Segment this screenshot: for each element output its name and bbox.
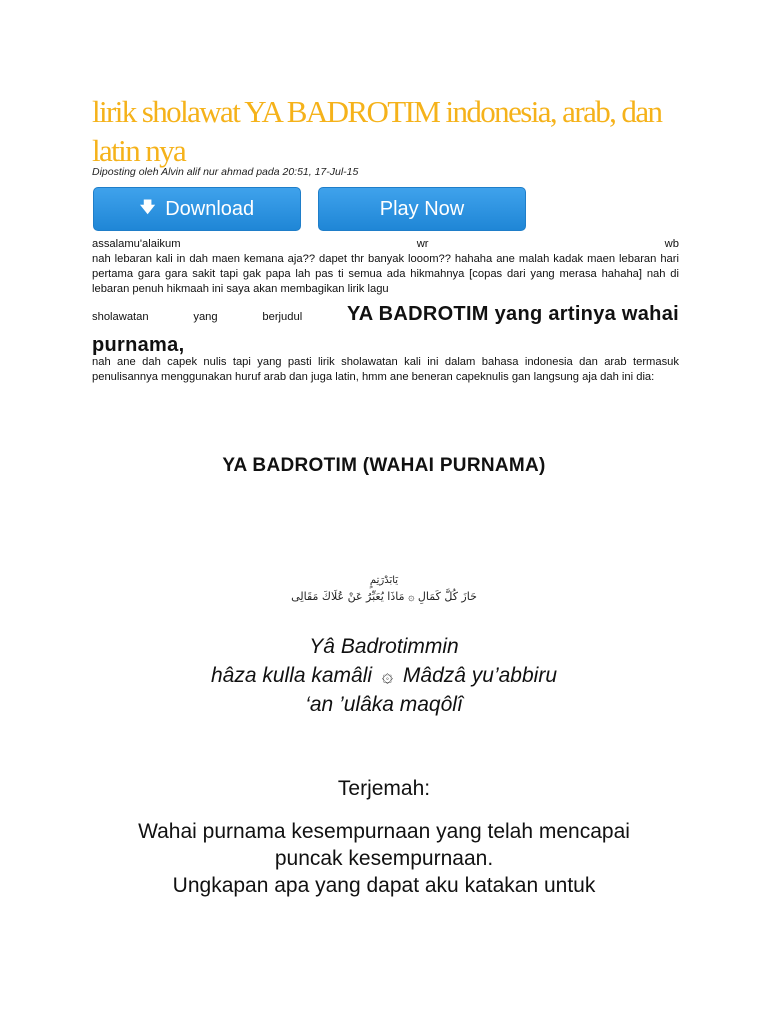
download-button-label: Download — [165, 197, 255, 220]
separator-flower-icon: ۞ — [381, 666, 394, 687]
greeting-part: wb — [664, 238, 679, 250]
latin-line-3: ‘an ’ulâka maqôlî — [305, 693, 463, 716]
translation-label: Terjemah: — [337, 777, 431, 800]
intro-paragraph: nah lebaran kali in dah maen kemana aja?? dapet thr banyak looom?? hahaha ane malah kadak maen lebaran hari pertama gara gara sakit tapi gak papa lah pas ti semua ada hikmahnya [copas dari yang merasa hahaha] nah di lebaran penuh hikmaah ini saya akan membagikan lirik lagu — [92, 253, 679, 295]
greeting-part: assalamu'alaikum — [92, 238, 181, 250]
post-title: lirik sholawat YA BADROTIM indonesia, arab, dan latin nya — [92, 94, 662, 168]
body-paragraph: nah ane dah capek nulis tapi yang pasti lirik sholawatan kali ini dalam bahasa indonesia dan arab termasuk penulisannya menggunakan huruf arab dan juga latin, hmm ane beneran capeknulis gan langsung aja dah ini dia: — [92, 356, 679, 383]
song-heading: YA BADROTIM (WAHAI PURNAMA) — [222, 455, 546, 476]
translation-block — [0, 818, 768, 899]
highlight-text-cont: purnama, — [92, 334, 185, 356]
latin-line-2 — [0, 664, 768, 688]
lead-word: sholawatan — [92, 311, 149, 323]
lead-word: yang — [193, 311, 218, 323]
translation-line: puncak kesempurnaan. — [274, 847, 494, 870]
post-byline: Diposting oleh Alvin alif nur ahmad pada 20:51, 17-Jul-15 — [92, 166, 359, 178]
play-now-button[interactable] — [318, 187, 526, 231]
translation-line: Wahai purnama kesempurnaan yang telah mencapai — [138, 820, 630, 843]
highlight-text: YA BADROTIM yang artinya wahai — [346, 303, 679, 325]
highlight-block — [92, 300, 679, 359]
translation-line: Ungkapan apa yang dapat aku katakan untuk — [172, 874, 596, 897]
down-arrow-icon: 🡇 — [139, 198, 156, 216]
greeting-line — [92, 238, 679, 250]
latin-line-2a: hâza kulla kamâli — [210, 664, 373, 687]
greeting-part: wr — [416, 238, 429, 250]
arabic-title: يَابَدْرَتِمٍ — [369, 575, 399, 586]
arabic-verse: حَازَ كُلَّ كَمَالِ ۞ مَاذَا يُعَبِّرُ عَنْ عُلَاكَ مَقَالِى — [291, 590, 477, 603]
latin-line-2b: Mâdzâ yu’abbiru — [402, 664, 557, 687]
latin-line-1: Yâ Badrotimmin — [309, 635, 459, 658]
download-button[interactable] — [93, 187, 301, 231]
play-now-button-label: Play Now — [379, 197, 465, 220]
lead-word: berjudul — [262, 311, 303, 323]
